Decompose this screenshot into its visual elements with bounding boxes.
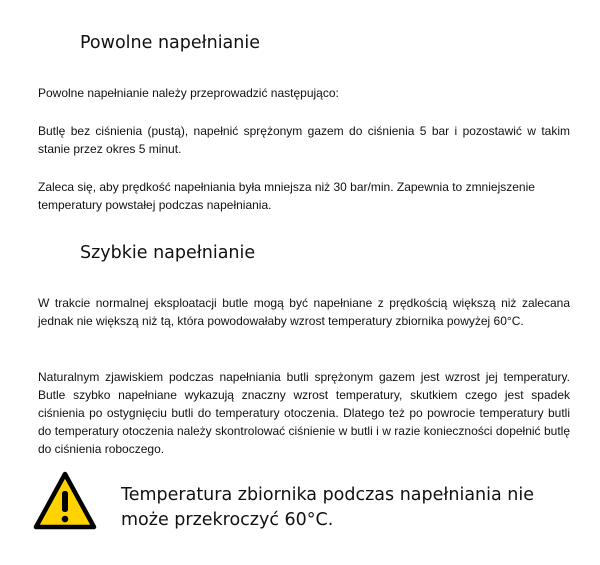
- paragraph-slow-recommendation: Zaleca się, aby prędkość napełniania była mniejsza niż 30 bar/min. Zapewnia to zmniejszenie temperatury powstałej podczas napełniania.: [38, 180, 535, 212]
- paragraph-fast-temperature-effect: Naturalnym zjawiskiem podczas napełniania butli sprężonym gazem jest wzrost jej temperatury. Butle szybko napełniane wykazują znaczny wzrost temperatury, skutkiem czego jest spadek ciśnienia po ostygnięciu butli do temperatury otoczenia. Dlatego też po powrocie temperatury butli do temperatury otoczenia należy skontrolować ciśnienie w butli i w razie konieczności dopełnić butlę do ciśnienia roboczego.: [38, 370, 570, 456]
- paragraph-fast-normal-operation: W trakcie normalnej eksploatacji butle mogą być napełniane z prędkością większą niż zalecana jednak nie większą niż tą, która powodowałaby wzrost temperatury zbiornika powyżej 60°C.: [38, 296, 570, 328]
- section-heading-fast-filling: Szybkie napełnianie: [80, 243, 256, 263]
- paragraph-slow-step: Butlę bez ciśnienia (pustą), napełnić sprężonym gazem do ciśnienia 5 bar i pozostawić w takim stanie przez okres 5 minut.: [38, 124, 570, 156]
- section-heading-slow-filling: Powolne napełnianie: [80, 33, 260, 53]
- warning-text: Temperatura zbiornika podczas napełniania nie może przekroczyć 60°C.: [121, 485, 535, 530]
- paragraph-slow-intro: Powolne napełnianie należy przeprowadzić następująco:: [38, 86, 339, 100]
- warning-triangle-icon: [32, 470, 98, 532]
